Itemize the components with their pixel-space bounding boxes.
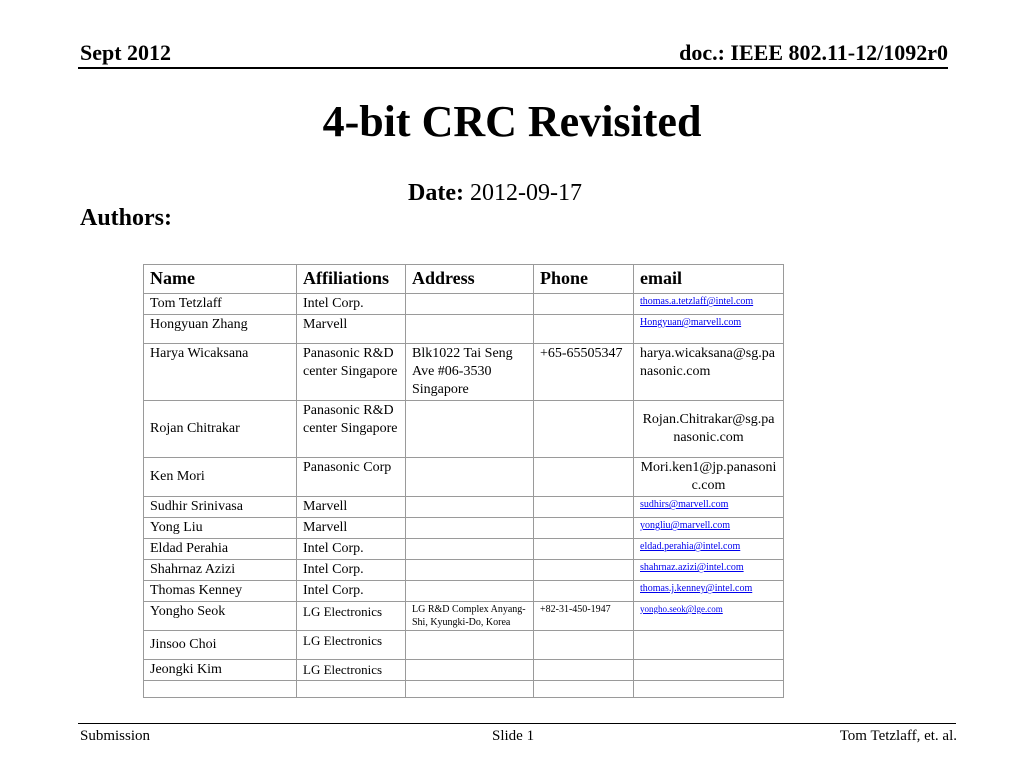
table-row: [144, 581, 784, 602]
cell-email-link[interactable]: thomas.a.tetzlaff@intel.com: [634, 294, 784, 315]
cell-affiliation: [297, 681, 406, 698]
authors-table: [143, 264, 784, 698]
cell-phone: [534, 631, 634, 660]
cell-phone: [534, 497, 634, 518]
cell-address: [406, 518, 534, 539]
footer-submission: Submission: [80, 728, 151, 744]
cell-phone: [534, 315, 634, 344]
col-header-email: email: [634, 265, 784, 294]
cell-email-link[interactable]: yongho.seok@lge.com: [634, 602, 784, 631]
cell-name: Jeongki Kim: [144, 660, 297, 681]
cell-affiliation: LG Electronics: [297, 602, 406, 631]
cell-email: [634, 631, 784, 660]
cell-name: Hongyuan Zhang: [144, 315, 297, 344]
header-divider: [78, 67, 948, 69]
date-line: [408, 180, 582, 207]
cell-email: harya.wicaksana@sg.panasonic.com: [634, 344, 784, 401]
cell-address: [406, 660, 534, 681]
cell-address: [406, 560, 534, 581]
cell-affiliation: Panasonic R&D center Singapore: [297, 401, 406, 458]
cell-affiliation: Intel Corp.: [297, 581, 406, 602]
cell-name: Shahrnaz Azizi: [144, 560, 297, 581]
cell-address: [406, 294, 534, 315]
cell-phone: +82-31-450-1947: [534, 602, 634, 631]
cell-affiliation: LG Electronics: [297, 631, 406, 660]
cell-affiliation: Intel Corp.: [297, 560, 406, 581]
table-row: [144, 539, 784, 560]
cell-affiliation: Marvell: [297, 518, 406, 539]
table-row: [144, 660, 784, 681]
cell-affiliation: LG Electronics: [297, 660, 406, 681]
cell-address: [406, 681, 534, 698]
table-row: [144, 458, 784, 497]
table-row: [144, 344, 784, 401]
col-header-address: Address: [406, 265, 534, 294]
cell-affiliation: Marvell: [297, 315, 406, 344]
cell-affiliation: Panasonic Corp: [297, 458, 406, 497]
cell-phone: +65-65505347: [534, 344, 634, 401]
table-row: [144, 518, 784, 539]
cell-phone: [534, 581, 634, 602]
table-row: [144, 497, 784, 518]
footer-author: Tom Tetzlaff, et. al.: [839, 728, 957, 744]
cell-email-link[interactable]: Hongyuan@marvell.com: [634, 315, 784, 344]
cell-name: [144, 681, 297, 698]
table-row: [144, 602, 784, 631]
cell-email: Mori.ken1@jp.panasonic.com: [634, 458, 784, 497]
cell-name: Tom Tetzlaff: [144, 294, 297, 315]
cell-email: [634, 660, 784, 681]
cell-address: Blk1022 Tai Seng Ave #06-3530 Singapore: [406, 344, 534, 401]
cell-email: Rojan.Chitrakar@sg.panasonic.com: [634, 401, 784, 458]
cell-email-link[interactable]: shahrnaz.azizi@intel.com: [634, 560, 784, 581]
cell-name: Jinsoo Choi: [144, 631, 297, 660]
cell-email-link[interactable]: yongliu@marvell.com: [634, 518, 784, 539]
cell-address: [406, 401, 534, 458]
table-row: [144, 315, 784, 344]
cell-name: Thomas Kenney: [144, 581, 297, 602]
footer-slide-number: Slide 1: [492, 728, 535, 744]
cell-address: [406, 631, 534, 660]
cell-address: [406, 581, 534, 602]
cell-name: Rojan Chitrakar: [144, 401, 297, 458]
footer-divider: [78, 723, 956, 724]
col-header-phone: Phone: [534, 265, 634, 294]
slide-title: 4-bit CRC Revisited: [322, 97, 702, 146]
cell-affiliation: Intel Corp.: [297, 539, 406, 560]
authors-label: Authors:: [80, 205, 173, 231]
cell-email-link[interactable]: sudhirs@marvell.com: [634, 497, 784, 518]
cell-phone: [534, 518, 634, 539]
col-header-name: Name: [144, 265, 297, 294]
cell-name: Ken Mori: [144, 458, 297, 497]
cell-address: [406, 497, 534, 518]
cell-phone: [534, 560, 634, 581]
cell-affiliation: Marvell: [297, 497, 406, 518]
cell-address: [406, 458, 534, 497]
table-header-row: [144, 265, 784, 294]
table-row: [144, 631, 784, 660]
date-value: 2012-09-17: [469, 180, 582, 206]
cell-phone: [534, 401, 634, 458]
cell-phone: [534, 681, 634, 698]
cell-address: [406, 315, 534, 344]
table-row: [144, 294, 784, 315]
header-doc-id: doc.: IEEE 802.11-12/1092r0: [679, 40, 948, 65]
cell-address: LG R&D Complex Anyang-Shi, Kyungki-Do, Korea: [406, 602, 534, 631]
cell-name: Yong Liu: [144, 518, 297, 539]
cell-name: Yongho Seok: [144, 602, 297, 631]
date-label: Date:: [408, 180, 464, 206]
cell-affiliation: Intel Corp.: [297, 294, 406, 315]
cell-name: Harya Wicaksana: [144, 344, 297, 401]
cell-phone: [534, 294, 634, 315]
table-row: [144, 401, 784, 458]
cell-affiliation: Panasonic R&D center Singapore: [297, 344, 406, 401]
cell-name: Sudhir Srinivasa: [144, 497, 297, 518]
cell-address: [406, 539, 534, 560]
cell-name: Eldad Perahia: [144, 539, 297, 560]
col-header-affiliations: Affiliations: [297, 265, 406, 294]
header-date: Sept 2012: [80, 40, 172, 65]
cell-phone: [534, 539, 634, 560]
cell-phone: [534, 458, 634, 497]
cell-email-link[interactable]: thomas.j.kenney@intel.com: [634, 581, 784, 602]
cell-email: [634, 681, 784, 698]
cell-phone: [534, 660, 634, 681]
table-row: [144, 560, 784, 581]
table-row: [144, 681, 784, 698]
cell-email-link[interactable]: eldad.perahia@intel.com: [634, 539, 784, 560]
